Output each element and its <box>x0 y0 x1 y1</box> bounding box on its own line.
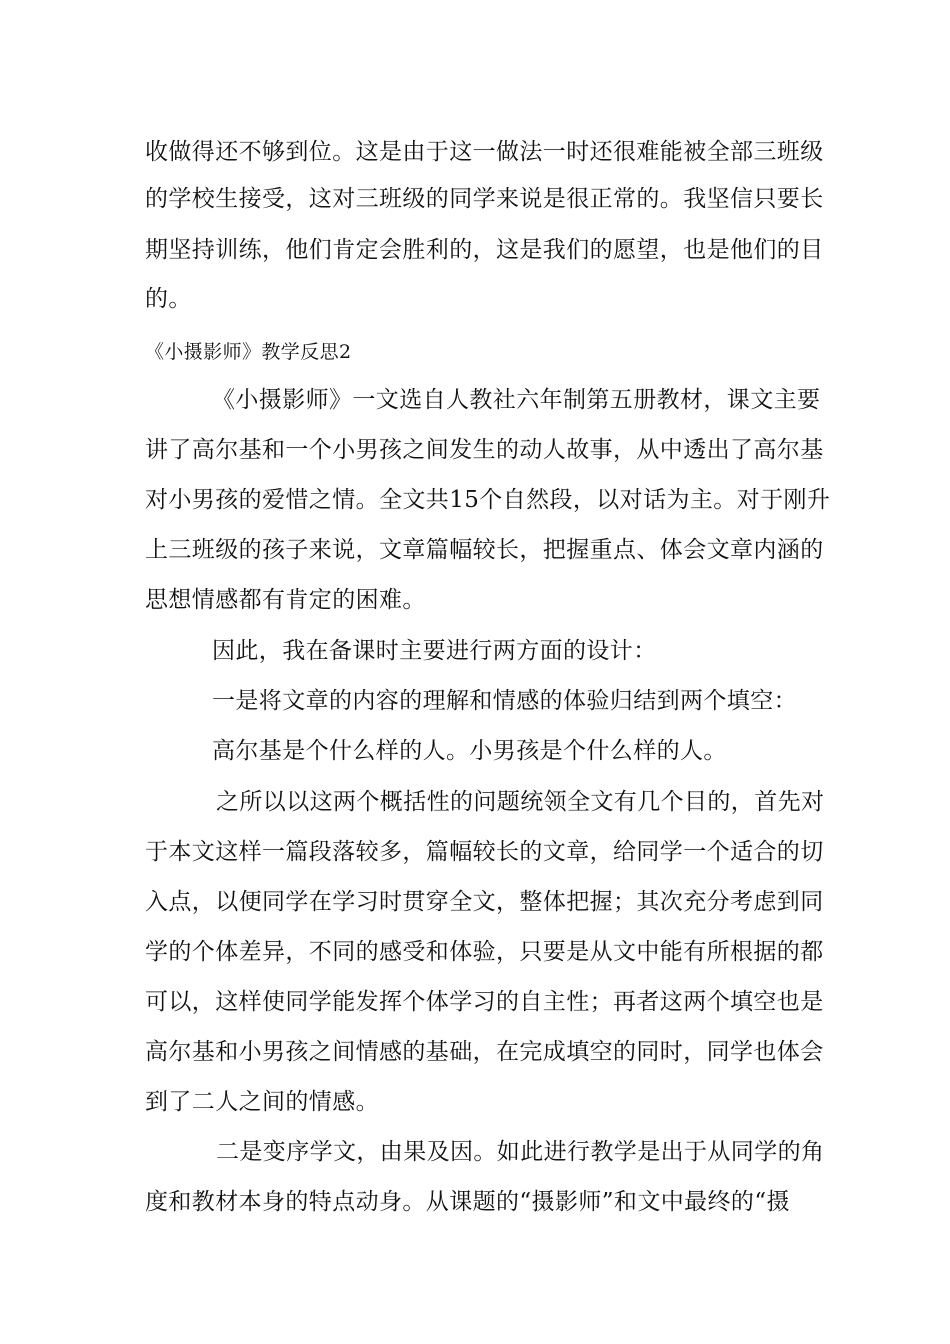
continuation-line-1: 收做得还不够到位。这是由于这一做法一时还很难能被全部三班级 <box>145 139 824 165</box>
intro-line-3: 对小男孩的爱惜之情。全文共15个自然段，以对话为主。对于刚升 <box>145 487 831 513</box>
intro-line-2: 讲了高尔基和一个小男孩之间发生的动人故事，从中透出了高尔基 <box>145 437 824 463</box>
intro-line-1: 《小摄影师》一文选自人教社六年制第五册教材，课文主要 <box>212 387 821 413</box>
point-two-line-1: 二是变序学文，由果及因。如此进行教学是出于从同学的角 <box>216 1139 825 1165</box>
continuation-line-4: 的。 <box>145 286 192 312</box>
reasoning-line-6: 高尔基和小男孩之间情感的基础，在完成填空的同时，同学也体会 <box>145 1039 824 1065</box>
design-lead: 因此，我在备课时主要进行两方面的设计： <box>212 638 657 664</box>
blanks-sentence: 高尔基是个什么样的人。小男孩是个什么样的人。 <box>212 738 727 764</box>
reasoning-line-5: 可以，这样使同学能发挥个体学习的自主性；再者这两个填空也是 <box>145 989 824 1015</box>
point-two-line-2: 度和教材本身的特点动身。从课题的“摄影师”和文中最终的“摄 <box>145 1189 790 1215</box>
continuation-line-2: 的学校生接受，这对三班级的同学来说是很正常的。我坚信只要长 <box>145 186 824 212</box>
intro-line-4: 上三班级的孩子来说，文章篇幅较长，把握重点、体会文章内涵的 <box>145 537 824 563</box>
reasoning-line-1: 之所以以这两个概括性的问题统领全文有几个目的，首先对 <box>216 789 825 815</box>
reasoning-line-7: 到了二人之间的情感。 <box>145 1089 379 1115</box>
point-one: 一是将文章的内容的理解和情感的体验归结到两个填空： <box>212 688 797 714</box>
intro-line-5: 思想情感都有肯定的困难。 <box>145 587 426 613</box>
reasoning-line-4: 学的个体差异，不同的感受和体验，只要是从文中能有所根据的都 <box>145 939 824 965</box>
continuation-line-3: 期坚持训练，他们肯定会胜利的，这是我们的愿望，也是他们的目 <box>145 237 824 263</box>
reasoning-line-3: 入点，以便同学在学习时贯穿全文，整体把握；其次充分考虑到同 <box>145 889 824 915</box>
reasoning-line-2: 于本文这样一篇段落较多，篇幅较长的文章，给同学一个适合的切 <box>145 839 824 865</box>
section-title: 《小摄影师》教学反思2 <box>145 341 352 363</box>
